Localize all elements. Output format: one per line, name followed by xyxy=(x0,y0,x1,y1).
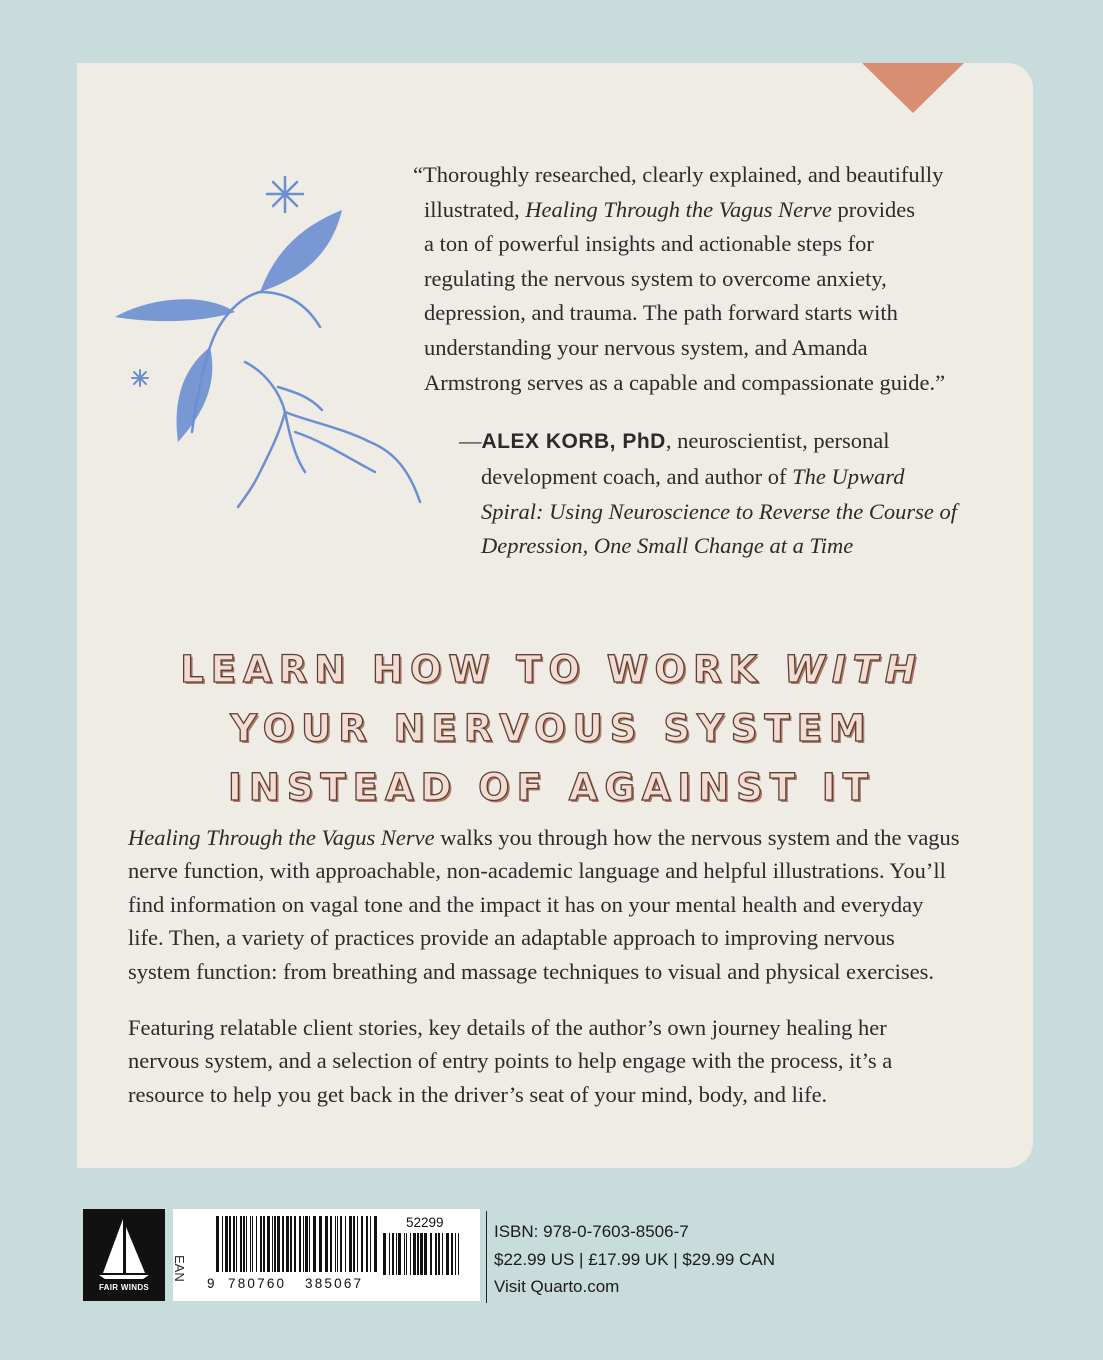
barcode-bar xyxy=(294,1216,296,1272)
sailboat-logo-icon xyxy=(83,1213,165,1283)
website-link[interactable]: Visit Quarto.com xyxy=(494,1277,620,1296)
barcode-bar xyxy=(250,1216,251,1272)
barcode-bar xyxy=(305,1216,308,1272)
addon-digits: 52299 xyxy=(406,1215,444,1230)
barcode-bar xyxy=(406,1233,407,1275)
barcode-bar xyxy=(438,1233,440,1275)
quote-line: understanding your nervous system, and Amanda xyxy=(424,334,868,360)
barcode-bar xyxy=(282,1216,284,1272)
quote-line: depression, and trauma. The path forward starts with xyxy=(424,300,898,326)
barcode-bar xyxy=(277,1216,280,1272)
barcode-bar xyxy=(424,1233,427,1275)
quote-line: a ton of powerful insights and actionable steps for xyxy=(424,231,874,257)
barcode-bar xyxy=(243,1216,245,1272)
book-title: Healing Through the Vagus Nerve xyxy=(525,196,832,222)
barcode-bar xyxy=(366,1216,368,1272)
headline-line: INSTEAD OF AGAINST IT xyxy=(228,766,875,809)
publisher-name: FAIR WINDS xyxy=(98,1283,150,1292)
barcode-bar xyxy=(455,1233,456,1275)
vagus-nerve-sprig-illustration xyxy=(110,172,430,522)
barcode-bar xyxy=(274,1216,276,1272)
barcode-bar xyxy=(309,1216,310,1272)
barcode-bar xyxy=(272,1216,273,1272)
ean-barcode xyxy=(216,1216,378,1272)
barcode-bar xyxy=(340,1216,342,1272)
barcode-bar xyxy=(389,1233,390,1275)
barcode-bar xyxy=(442,1233,443,1275)
quote-line: “Thoroughly researched, clearly explained, and beautifully xyxy=(413,162,944,187)
addon-barcode xyxy=(383,1233,463,1281)
barcode-bar xyxy=(370,1216,371,1272)
barcode-bar xyxy=(413,1233,416,1275)
barcode-bar xyxy=(330,1216,332,1272)
barcode-bar xyxy=(216,1216,219,1272)
description-paragraph: Healing Through the Vagus Nerve walks you through how the nervous system and the vagus nerve function, with approachable, non-academic language and helpful illustrations. You’ll find information on vagal tone and the impact it has on your mental health and everyday life. Then, a variety of practices provide an adaptable approach to improving nervous system function: from breathing and massage techniques to visual and physical exercises. xyxy=(128,825,960,984)
description-paragraph: Featuring relatable client stories, key details of the author’s own journey healing her nervous system, and a selection of entry points to help engage with the process, it’s a resource to help you get back in the driver’s seat of your mind, body, and life. xyxy=(128,1015,893,1107)
barcode-bar xyxy=(229,1216,231,1272)
barcode-bar xyxy=(458,1233,459,1275)
barcode-bar xyxy=(252,1216,253,1272)
barcode-bar xyxy=(396,1233,397,1275)
corner-ribbon xyxy=(862,63,964,113)
price: $22.99 US | £17.99 UK | $29.99 CAN xyxy=(494,1249,776,1269)
barcode-bar xyxy=(345,1216,346,1272)
quote-line: regulating the nervous system to overcome anxiety, xyxy=(424,265,887,291)
barcode-bar xyxy=(435,1233,437,1275)
barcode-bar xyxy=(299,1216,301,1272)
barcode-bar xyxy=(374,1216,377,1272)
barcode-bar xyxy=(398,1233,401,1275)
barcode-digits-left: 780760 xyxy=(228,1276,287,1291)
quote-line: Armstrong serves as a capable and compassionate guide.” xyxy=(424,369,946,395)
endorser-name: ALEX KORB, PhD xyxy=(481,430,666,453)
barcode-bar xyxy=(260,1216,262,1272)
barcode-bar xyxy=(240,1216,242,1272)
barcode-bar xyxy=(451,1233,453,1275)
barcode-bar xyxy=(246,1216,247,1272)
barcode-bar xyxy=(353,1216,355,1272)
barcode-bar xyxy=(233,1216,235,1272)
barcode-bar xyxy=(410,1233,411,1275)
headline-line: LEARN HOW TO WORK WITH xyxy=(180,648,923,691)
headline-line: YOUR NERVOUS SYSTEM xyxy=(230,707,873,750)
isbn: ISBN: 978-0-7603-8506-7 xyxy=(494,1222,689,1241)
barcode-bar xyxy=(313,1216,316,1272)
endorsement-quote xyxy=(413,158,993,400)
barcode-bar xyxy=(222,1216,223,1272)
quote-attribution: —ALEX KORB, PhD, neuroscientist, personal development coach, and author of The Upward Spiral: Using Neuroscience to Reverse the Course of Depression, One Small Change at a Time xyxy=(459,428,957,559)
barcode-bar xyxy=(357,1216,358,1272)
cited-book-title: The Upward xyxy=(792,463,905,489)
barcode-bar xyxy=(263,1216,265,1272)
barcode-bar xyxy=(225,1216,228,1272)
book-title: Healing Through the Vagus Nerve xyxy=(128,825,435,850)
quote-line: illustrated, Healing Through the Vagus Nerve provides xyxy=(424,196,915,222)
barcode-bar xyxy=(430,1233,432,1275)
barcode-bar xyxy=(303,1216,304,1272)
book-info xyxy=(494,1218,775,1301)
barcode-bar xyxy=(267,1216,270,1272)
barcode-bar xyxy=(446,1233,449,1275)
info-divider xyxy=(486,1211,487,1303)
barcode-bar xyxy=(319,1216,322,1272)
barcode-bar xyxy=(392,1233,394,1275)
barcode-bar xyxy=(349,1216,352,1272)
barcode-bar xyxy=(335,1216,336,1272)
publisher-logo xyxy=(83,1209,165,1301)
headline xyxy=(0,640,1103,817)
barcode-digits-right: 385067 xyxy=(305,1276,364,1291)
barcode-digit-first: 9 xyxy=(207,1276,215,1291)
barcode-bar xyxy=(337,1216,338,1272)
barcode-bar xyxy=(383,1233,386,1275)
barcode-bar xyxy=(404,1233,405,1275)
barcode-bar xyxy=(236,1216,237,1272)
barcode-bar xyxy=(325,1216,328,1272)
barcode-bar xyxy=(286,1216,289,1272)
barcode-bar xyxy=(361,1216,363,1272)
barcode-bar xyxy=(417,1233,419,1275)
barcode-bar xyxy=(290,1216,292,1272)
barcode-bar xyxy=(420,1233,423,1275)
ean-label: EAN xyxy=(172,1255,187,1282)
barcode-bar xyxy=(256,1216,257,1272)
